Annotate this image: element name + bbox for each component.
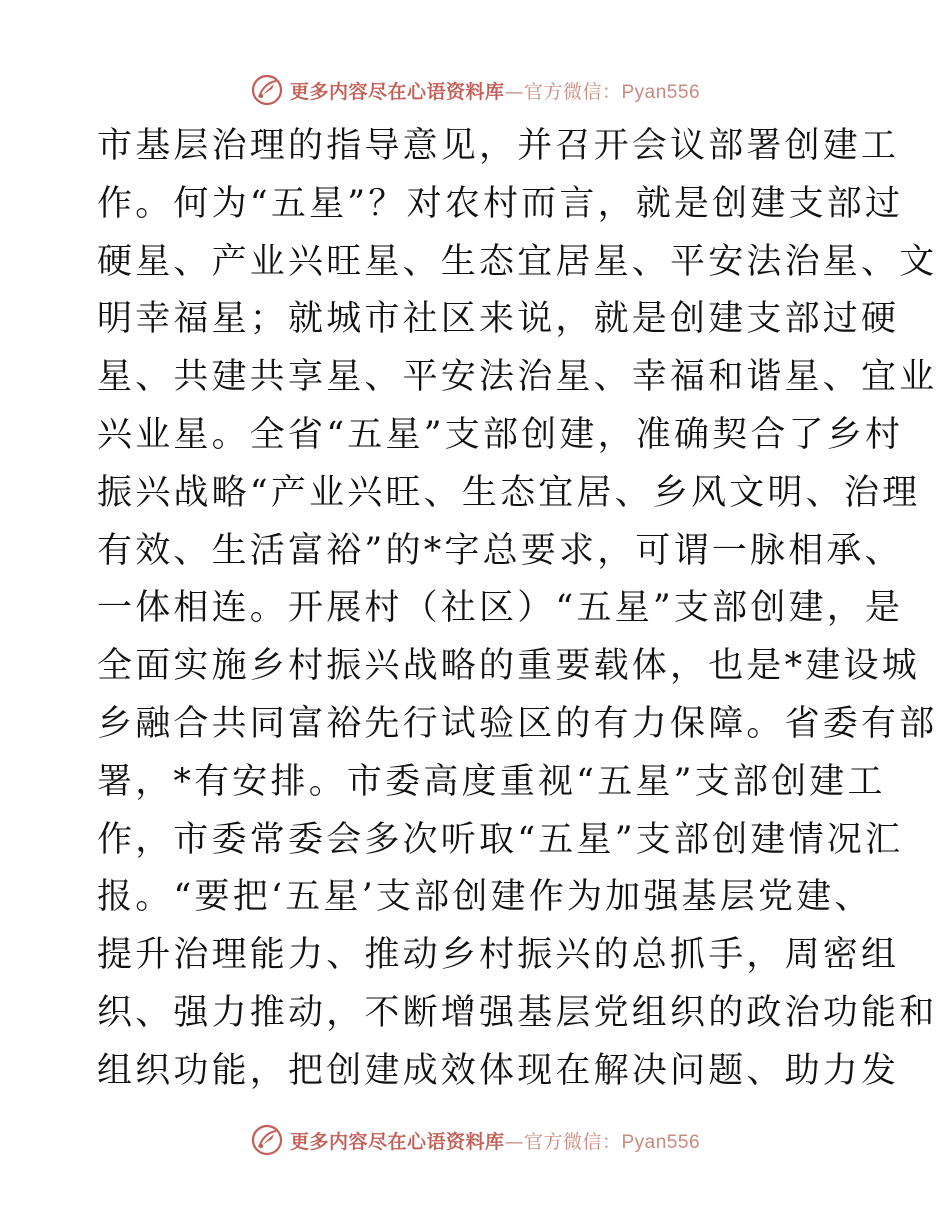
banner-suffix: 官方微信： [523,80,622,103]
banner-account: Pyan556 [621,81,701,103]
banner-title: 更多内容尽在心语资料库 [289,1130,505,1153]
text-line: 提升治理能力、推动乡村振兴的总抓手，周密组 [97,935,900,976]
text-line: 一体相连。开展村（社区）“五星”支部创建，是 [97,588,904,629]
text-line: 报。“要把‘五星’支部创建作为加强基层党建、 [97,877,873,918]
text-line: 硬星、产业兴旺星、生态宜居星、平安法治星、文 [97,241,938,282]
banner-dash: — [504,1130,524,1153]
text-line: 署，*有安排。市委高度重视“五星”支部创建工 [97,761,886,802]
pen-logo-icon [250,73,284,107]
banner-suffix: 官方微信： [523,1130,622,1153]
banner-dash: — [504,80,524,103]
banner-title: 更多内容尽在心语资料库 [289,80,505,103]
text-line: 组织功能，把创建成效体现在解决问题、助力发 [97,1050,900,1091]
text-line: 作。何为“五星”？对农村而言，就是创建支部过 [97,183,904,224]
text-line: 市基层治理的指导意见，并召开会议部署创建工 [97,126,900,166]
header-banner [0,70,950,110]
text-line: 全面实施乡村振兴战略的重要载体，也是*建设城 [97,646,920,687]
text-line: 织、强力推动，不断增强基层党组织的政治功能和 [97,992,938,1033]
text-line: 星、共建共享星、平安法治星、幸福和谐星、宜业 [97,357,938,398]
footer-banner [0,1120,950,1160]
text-line: 乡融合共同富裕先行试验区的有力保障。省委有部 [97,703,938,744]
text-line: 兴业星。全省“五星”支部创建，准确契合了乡村 [97,414,904,455]
text-line: 振兴战略“产业兴旺、生态宜居、乡风文明、治理 [97,472,921,513]
text-line: 有效、生活富裕”的*字总要求，可谓一脉相承、 [97,530,903,571]
document-body [97,118,938,1101]
text-line: 作，市委常委会多次听取“五星”支部创建情况汇 [97,819,904,860]
banner-account: Pyan556 [621,1131,701,1153]
pen-logo-icon [250,1123,284,1157]
text-line: 明幸福星；就城市社区来说，就是创建支部过硬 [97,299,900,340]
